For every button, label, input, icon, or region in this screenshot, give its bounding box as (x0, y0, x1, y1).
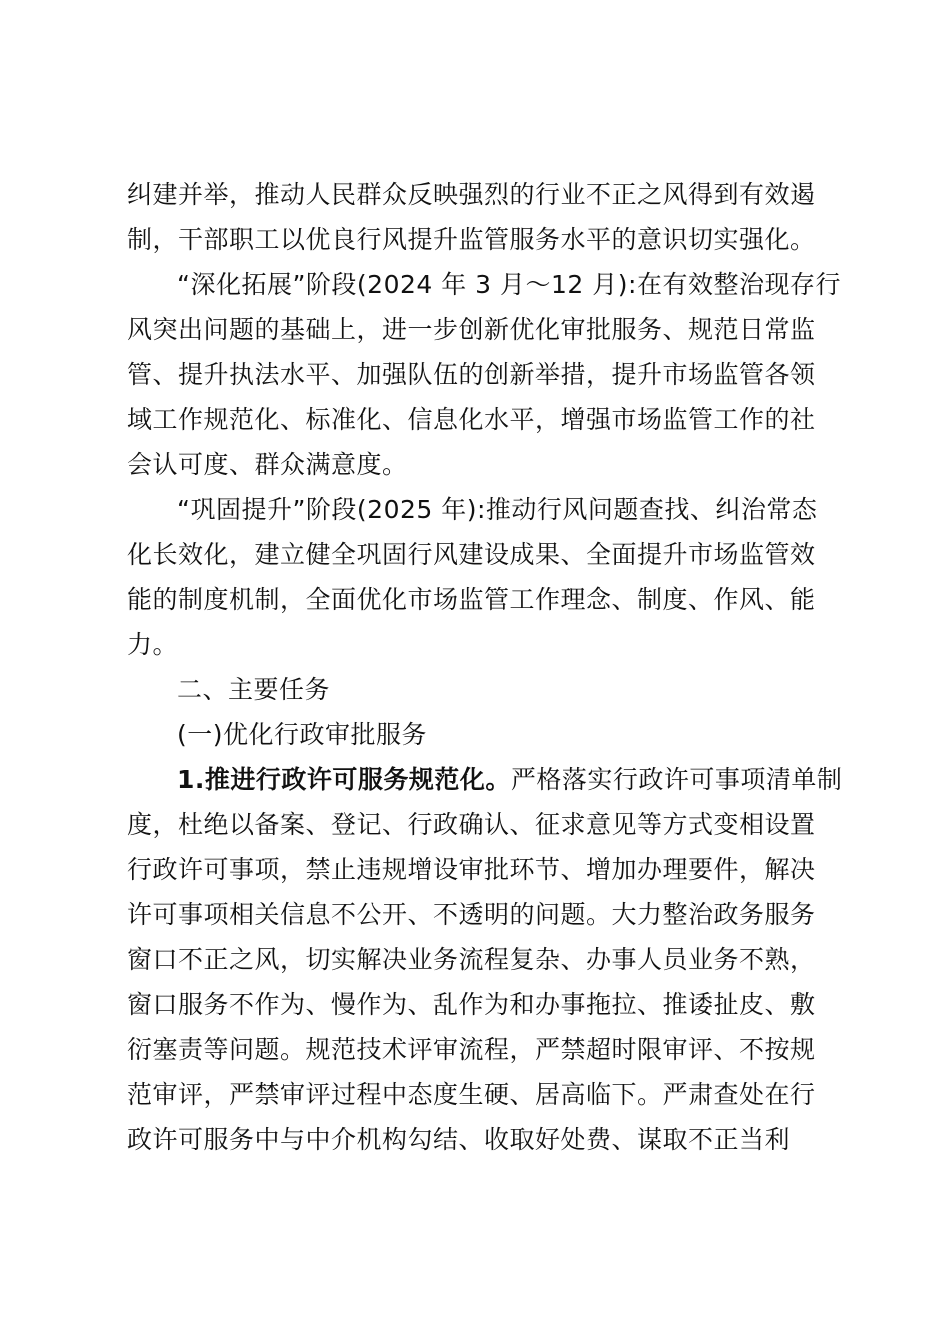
paragraph-text: 严格落实行政许可事项清单制 (510, 765, 843, 794)
subsection-heading: (一)优化行政审批服务 (177, 720, 428, 749)
paragraph-line: 化长效化，建立健全巩固行风建设成果、全面提升市场监管效 (127, 540, 816, 569)
paragraph-line: 政许可服务中与中介机构勾结、收取好处费、谋取不正当利 (127, 1125, 791, 1154)
paragraph-line: 许可事项相关信息不公开、不透明的问题。大力整治政务服务 (127, 900, 816, 929)
paragraph-line: 窗口服务不作为、慢作为、乱作为和办事拖拉、推诿扯皮、敷 (127, 990, 816, 1019)
paragraph-line: 力。 (127, 630, 179, 659)
paragraph-line: 域工作规范化、标准化、信息化水平，增强市场监管工作的社 (127, 405, 816, 434)
paragraph-line: 纠建并举，推动人民群众反映强烈的行业不正之风得到有效遏 (127, 180, 816, 209)
paragraph-line: 能的制度机制，全面优化市场监管工作理念、制度、作风、能 (127, 585, 816, 614)
paragraph-line: 度，杜绝以备案、登记、行政确认、征求意见等方式变相设置 (127, 810, 816, 839)
paragraph-line: 范审评，严禁审评过程中态度生硬、居高临下。严肃查处在行 (127, 1080, 816, 1109)
paragraph-line: 管、提升执法水平、加强队伍的创新举措，提升市场监管各领 (127, 360, 816, 389)
paragraph-line: 衍塞责等问题。规范技术评审流程，严禁超时限审评、不按规 (127, 1035, 816, 1064)
paragraph-line: “巩固提升”阶段(2025 年):推动行风问题查找、纠治常态 (177, 495, 818, 524)
item-heading: 1.推进行政许可服务规范化。 (177, 765, 511, 794)
paragraph-line: 制，干部职工以优良行风提升监管服务水平的意识切实强化。 (127, 225, 816, 254)
paragraph-line (177, 757, 842, 802)
paragraph-line: 行政许可事项，禁止违规增设审批环节、增加办理要件，解决 (127, 855, 816, 884)
paragraph-line: “深化拓展”阶段(2024 年 3 月～12 月):在有效整治现存行 (177, 270, 841, 299)
paragraph-line: 窗口不正之风，切实解决业务流程复杂、办事人员业务不熟， (127, 945, 816, 974)
paragraph-line: 风突出问题的基础上，进一步创新优化审批服务、规范日常监 (127, 315, 816, 344)
paragraph-line: 会认可度、群众满意度。 (127, 450, 408, 479)
section-heading: 二、主要任务 (177, 675, 331, 704)
